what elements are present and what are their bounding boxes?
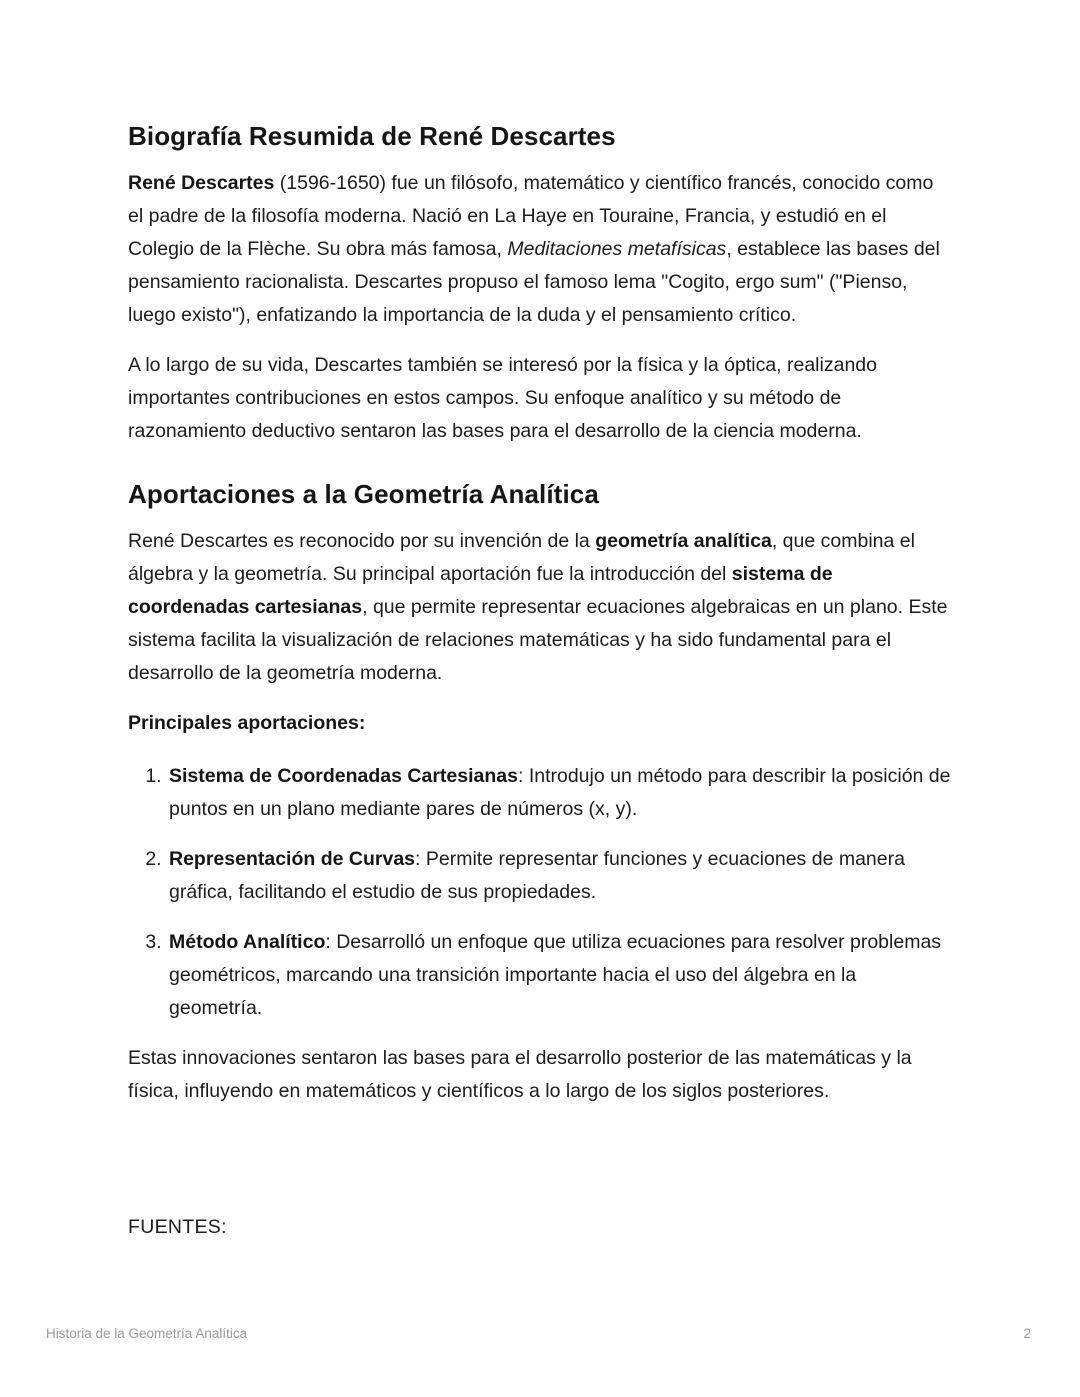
text-contributions-1a: René Descartes es reconocido por su invención de la [128, 529, 596, 552]
heading-biography: Biografía Resumida de René Descartes [128, 121, 616, 151]
text-contributions-1c: , que permite representar ecuaciones algebraicas en un plano. Este sistema facilita la visualización de relaciones matemáticas y ha sido fundamental para el desarrollo de la geometría moderna. [128, 595, 948, 684]
footer-document-title: Historia de la Geometría Analítica [46, 1326, 248, 1341]
list-intro-label: Principales aportaciones: [128, 711, 366, 734]
text-biography-1a: (1596-1650) fue un filósofo, matemático y científico francés, conocido como el padre de la filosofía moderna. Nació en La Haye en Touraine, Francia, y estudió en el Colegio de la Flèche. Su obra más famosa, [128, 171, 934, 260]
list-item-description: : Introdujo un método para describir la posición de puntos en un plano mediante pares de números (x, y). [169, 764, 951, 820]
list-item-term: Sistema de Coordenadas Cartesianas [169, 764, 518, 787]
text-biography-1b: , establece las bases del pensamiento racionalista. Descartes propuso el famoso lema "Cogito, ergo sum" ("Pienso, luego existo"), enfatizando la importancia de la duda y el pensamiento crítico. [128, 237, 940, 326]
paragraph-closing: Estas innovaciones sentaron las bases para el desarrollo posterior de las matemáticas y la física, influyendo en matemáticos y científicos a lo largo de los siglos posteriores. [128, 1046, 912, 1102]
text-contributions-1b: , que combina el álgebra y la geometría. Su principal aportación fue la introducción del [128, 529, 915, 585]
paragraph-contributions-1 [128, 525, 952, 690]
document-content [128, 120, 952, 1244]
italic-meditaciones: Meditaciones metafísicas [507, 237, 727, 260]
heading-contributions: Aportaciones a la Geometría Analítica [128, 478, 599, 509]
bold-sistema-coordenadas: sistema de coordenadas cartesianas [128, 562, 833, 618]
list-item [167, 760, 952, 826]
sources-label: FUENTES: [128, 1215, 227, 1238]
list-item-description: : Desarrolló un enfoque que utiliza ecuaciones para resolver problemas geométricos, marcando una transición importante hacia el uso del álgebra en la geometría. [169, 930, 942, 1019]
list-item-term: Método Analítico [169, 930, 326, 953]
list-item-term: Representación de Curvas [169, 847, 416, 870]
page-footer [46, 1326, 1031, 1341]
footer-page-number: 2 [1023, 1326, 1031, 1341]
paragraph-biography-2: A lo largo de su vida, Descartes también se interesó por la física y la óptica, realizando importantes contribuciones en estos campos. Su enfoque analítico y su método de razonamiento deductivo sentaron las bases para el desarrollo de la ciencia moderna. [128, 353, 877, 442]
list-item [167, 926, 952, 1025]
list-item [167, 843, 952, 909]
contributions-list [128, 760, 952, 1025]
bold-rene-descartes: René Descartes [128, 171, 275, 194]
list-item-description: : Permite representar funciones y ecuaciones de manera gráfica, facilitando el estudio de sus propiedades. [169, 847, 905, 903]
paragraph-biography-1 [128, 167, 952, 332]
bold-geometria-analitica: geometría analítica [595, 529, 772, 552]
